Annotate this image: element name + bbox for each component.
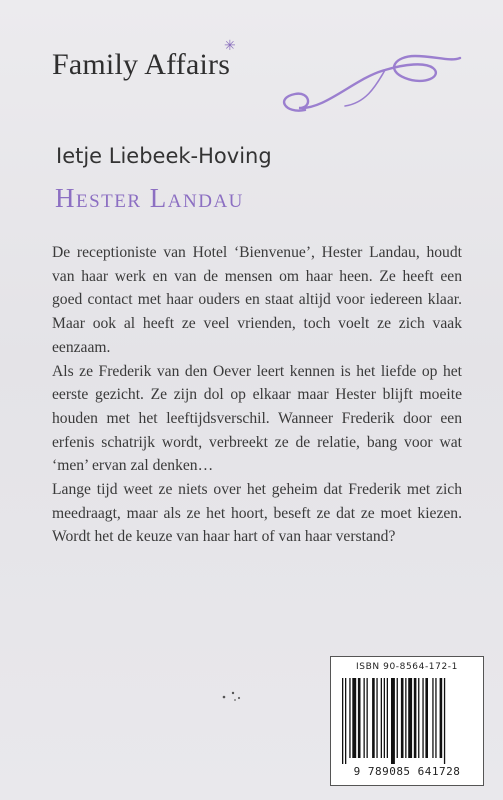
blurb-paragraph: De receptioniste van Hotel ‘Bienvenue’, Hester Landau, houdt van haar werk en van de mensen om haar heen. Ze heeft een goed contact met haar ouders en staat altijd voor iedereen klaar. Maar ook al heeft ze veel vrienden, toch voelt ze zich vaak eenzaam.	[52, 244, 462, 356]
barcode-bar	[345, 678, 346, 764]
barcode-bar	[391, 678, 395, 764]
ean-number: 9 789085 641728	[353, 765, 461, 778]
barcode-bar	[440, 678, 443, 758]
blurb-paragraph: Lange tijd weet ze niets over het geheim dat Frederik met zich meedraagt, maar als ze het hoort, beseft ze dat ze moet kiezen. Wordt het de keuze van haar hart of van haar verstand?	[52, 481, 462, 546]
barcode-bar	[408, 678, 412, 758]
barcode-bar	[414, 678, 417, 758]
barcode-bar	[432, 678, 433, 758]
barcode-bar	[405, 678, 406, 758]
barcode-bar	[358, 678, 361, 758]
barcode-bar	[381, 678, 382, 758]
barcode-label	[330, 656, 484, 786]
blurb-text	[52, 241, 462, 549]
barcode-bar	[376, 678, 377, 758]
barcode-bar	[418, 678, 419, 758]
barcode-bar	[435, 678, 436, 758]
print-specks-icon	[221, 689, 251, 703]
barcode-bar	[372, 678, 375, 758]
barcode-bar	[425, 678, 428, 758]
blurb-paragraph: Als ze Frederik van den Oever leert kennen is het liefde op het eerste gezicht. Ze zijn dol op elkaar maar Hester blijft moeite houden met het leeftijdsverschil. Wanneer Frederik door een erfenis schatrijk wordt, verbreekt ze de relatie, bang voor wat ‘men’ ervan zal denken…	[52, 362, 462, 475]
barcode-bar	[352, 678, 356, 758]
barcode-bar	[422, 678, 423, 758]
book-title: Hester Landau	[55, 183, 244, 213]
author-name: Ietje Liebeek-Hoving	[56, 144, 272, 168]
barcode-bar	[349, 678, 350, 758]
barcode-icon	[340, 678, 474, 764]
barcode-bar	[401, 678, 404, 758]
swirl-ornament-icon	[265, 48, 465, 120]
star-ornament-icon: ✳	[224, 38, 236, 54]
barcode-bar	[387, 678, 388, 758]
barcode-bar	[384, 678, 385, 758]
barcode-bar	[397, 678, 398, 758]
series-title: Family Affairs	[52, 48, 231, 81]
barcode-bar	[342, 678, 343, 764]
barcode-bar	[364, 678, 365, 758]
barcode-bar	[444, 678, 445, 764]
isbn-number: ISBN 90-8564-172-1	[356, 662, 458, 672]
barcode-bar	[367, 678, 368, 758]
